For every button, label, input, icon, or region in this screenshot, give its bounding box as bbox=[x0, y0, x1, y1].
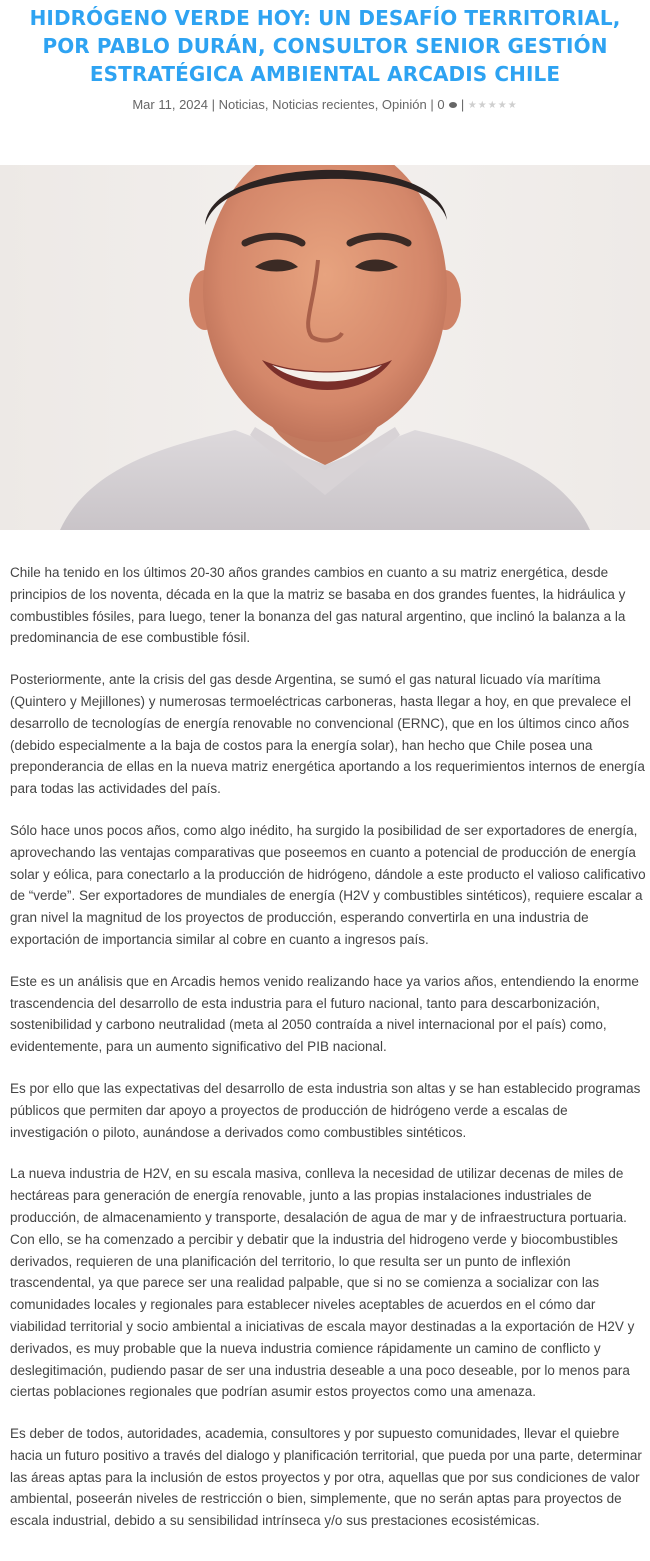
meta-separator: | bbox=[426, 97, 438, 112]
article-paragraph: La nueva industria de H2V, en su escala masiva, conlleva la necesidad de utilizar decenas de miles de hectáreas para generación de energía renovable, junto a las propias instalaciones industriales de producción, de almacenamiento y transporte, desalación de agua de mar y de infraestructura portuaria. Con ello, se ha comenzado a percibir y debatir que la industria del hidrogeno verde y biocombustibles derivados, requieren de una planificación del territorio, lo que resulta ser un punto de inflexión trascendental, ya que parece ser una realidad palpable, que si no se comienza a socializar con las comunidades locales y regionales para establecer niveles aceptables de acuerdos en el cómo dar viabilidad territorial y socio ambiental a iniciativas de escala mayor destinadas a la exportación de H2V y derivados, es muy probable que la nueva industria comience rápidamente un camino de conflicto y deslegitimación, pudiendo pasar de ser una industria deseable a una poco deseable, por lo menos para ciertas poblaciones regionales que podrían asumir estos proyectos como una amenaza. bbox=[10, 1166, 635, 1400]
featured-portrait-image bbox=[0, 165, 650, 530]
post-date: Mar 11, 2024 bbox=[132, 97, 208, 112]
category-separator: , bbox=[374, 97, 382, 112]
article-body bbox=[10, 562, 646, 1552]
star-icon: ★ bbox=[487, 100, 498, 111]
category-link-noticias-recientes[interactable]: Noticias recientes bbox=[272, 97, 375, 112]
comments-link[interactable] bbox=[437, 97, 457, 112]
comment-count: 0 bbox=[437, 97, 445, 112]
post-title: HIDRÓGENO VERDE HOY: UN DESAFÍO TERRITORIAL, POR PABLO DURÁN, CONSULTOR SENIOR GESTIÓN ESTRATÉGICA AMBIENTAL ARCADIS CHILE bbox=[29, 6, 621, 86]
star-rating bbox=[468, 97, 518, 115]
article-paragraph: Este es un análisis que en Arcadis hemos venido realizando hace ya varios años, entendiendo la enorme trascendencia del desarrollo de esta industria para el futuro nacional, tanto para descarbonización, sostenibilidad y carbono neutralidad (meta al 2050 contraída a nivel internacional por el país) como, evidentemente, para un aumento significativo del PIB nacional. bbox=[10, 973, 639, 1055]
article-paragraph: Posteriormente, ante la crisis del gas desde Argentina, se sumó el gas natural licuado vía marítima (Quintero y Mejillones) y numerosas termoeléctricas carboneras, hasta llegar a hoy, en que prevalece el desarrollo de tecnologías de energía renovable no convencional (ERNC), que en los últimos cinco años (debido especialmente a la baja de costos para la energía solar), han hecho que Chile posea una preponderancia de ellas en la nueva matriz energética aportando a los requerimientos internos de energía para todas las actividades del país. bbox=[10, 672, 645, 797]
comment-bubble-icon bbox=[449, 102, 457, 108]
article-paragraph: Sólo hace unos pocos años, como algo inédito, ha surgido la posibilidad de ser exportadores de energía, aprovechando las ventajas comparativas que poseemos en cuanto a potencial de producción de energía solar y eólica, para conectarlo a la producción de hidrógeno, dándole a este producto el valioso calificativo de “verde”. Ser exportadores de mundiales de energía (H2V y combustibles sintéticos), requiere escalar a gran nivel la magnitud de los proyectos de producción, esperando convertirla en una industria de exportación de importancia similar al cobre en cuanto a ingresos país. bbox=[10, 822, 646, 947]
article-paragraph: Chile ha tenido en los últimos 20-30 años grandes cambios en cuanto a su matriz energética, desde principios de los noventa, década en la que la matriz se basaba en dos grandes fuentes, la hidráulica y combustibles fósiles, para luego, tener la bonanza del gas natural argentino, que inclinó la balanza a la predominancia de ese combustible fósil. bbox=[10, 565, 626, 646]
article-paragraph: Es por ello que las expectativas del desarrollo de esta industria son altas y se han establecido programas públicos que permiten dar apoyo a proyectos de producción de hidrógeno verde a escalas de investigación o piloto, aunándose a derivados como combustibles sintéticos. bbox=[10, 1080, 641, 1140]
category-separator: , bbox=[264, 97, 273, 112]
category-link-noticias[interactable]: Noticias bbox=[218, 97, 265, 112]
star-icon: ★ bbox=[467, 100, 478, 111]
portrait-photo-icon bbox=[0, 165, 650, 530]
article-paragraph: Es deber de todos, autoridades, academia, consultores y por supuesto comunidades, llevar el quiebre hacia un futuro positivo a través del dialogo y planificación territorial, que pueda por una parte, determinar las áreas aptas para la inclusión de estos proyectos y por otra, aquellas que por sus condiciones de valor ambiental, poseerán niveles de restricción o bien, simplemente, que no serán aptas para proyectos de escala industrial, debido a su sensibilidad intrínseca y/o sus prestaciones ecosistémicas. bbox=[10, 1426, 642, 1529]
meta-separator: | bbox=[207, 97, 219, 112]
star-icon: ★ bbox=[497, 100, 508, 111]
meta-separator: | bbox=[457, 97, 468, 112]
post-meta bbox=[0, 96, 650, 116]
star-icon: ★ bbox=[507, 100, 518, 111]
star-icon: ★ bbox=[477, 100, 488, 111]
category-link-opinion[interactable]: Opinión bbox=[381, 97, 427, 112]
